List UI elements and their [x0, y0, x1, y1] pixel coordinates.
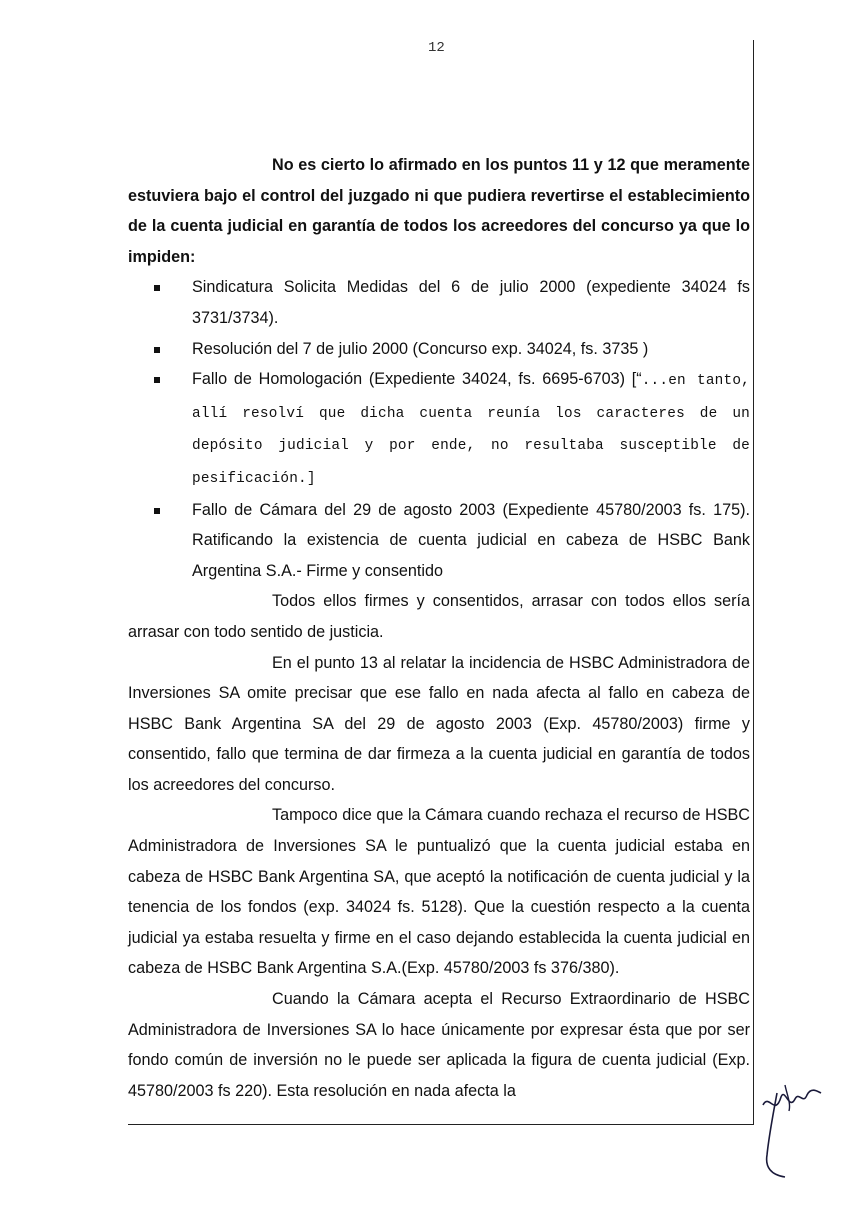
quoted-text: ...en tanto, allí resolví que dicha cuenta reunía los caracteres de un depósito judicial y por ende, no resultaba susceptible de pesificación.] — [192, 373, 750, 487]
bullet-text: Fallo de Cámara del 29 de agosto 2003 (Expediente 45780/2003 fs. 175). Ratificando la existencia de cuenta judicial en cabeza de HSBC Bank Argentina S.A.- Firme y consentido — [192, 500, 750, 580]
bullet-list — [128, 272, 750, 586]
document-body — [128, 150, 750, 1106]
paragraph: En el punto 13 al relatar la incidencia de HSBC Administradora de Inversiones SA omite precisar que ese fallo en nada afecta al fallo en cabeza de HSBC Bank Argentina SA del 29 de agosto 2003 (Exp. 45780/2003) firme y consentido, fallo que termina de dar firmeza a la cuenta judicial en garantía de todos los acreedores del concurso. — [128, 653, 750, 794]
bullet-text: Resolución del 7 de julio 2000 (Concurso exp. 34024, fs. 3735 ) — [192, 339, 649, 358]
bullet-text: Fallo de Homologación (Expediente 34024, fs. 6695-6703) [“ — [192, 370, 642, 389]
bullet-item — [128, 272, 750, 333]
bullet-icon — [154, 347, 160, 353]
right-margin-rule — [753, 40, 754, 1125]
bullet-icon — [154, 377, 160, 383]
handwritten-signature — [755, 1075, 825, 1185]
paragraph: Tampoco dice que la Cámara cuando rechaza el recurso de HSBC Administradora de Inversiones SA le puntualizó que la cuenta judicial estaba en cabeza de HSBC Bank Argentina SA, que aceptó la notificación de cuenta judicial y la tenencia de los fondos (exp. 34024 fs. 5128). Que la cuestión respecto a la cuenta judicial ya estaba resuelta y firme en el caso dejando establecida la cuenta judicial en cabeza de HSBC Bank Argentina S.A.(Exp. 45780/2003 fs 376/380). — [128, 806, 750, 978]
bullet-icon — [154, 508, 160, 514]
bottom-rule — [128, 1124, 754, 1125]
paragraph: Todos ellos firmes y consentidos, arrasar con todos ellos sería arrasar con todo sentido de justicia. — [128, 592, 750, 641]
bullet-item — [128, 495, 750, 587]
bullet-item — [128, 334, 750, 365]
bullet-item — [128, 364, 750, 494]
intro-paragraph: No es cierto lo afirmado en los puntos 11 y 12 que meramente estuviera bajo el control del juzgado ni que pudiera revertirse el establecimiento de la cuenta judicial en garantía de todos los acreedores del concurso ya que lo impiden: — [128, 156, 750, 266]
paragraph: Cuando la Cámara acepta el Recurso Extraordinario de HSBC Administradora de Inversiones SA lo hace únicamente por expresar ésta que por ser fondo común de inversión no le puede ser aplicada la figura de cuenta judicial (Exp. 45780/2003 fs 220). Esta resolución en nada afecta la — [128, 990, 750, 1100]
page-number: 12 — [428, 40, 445, 56]
bullet-text: Sindicatura Solicita Medidas del 6 de julio 2000 (expediente 34024 fs 3731/3734). — [192, 278, 750, 327]
bullet-icon — [154, 285, 160, 291]
